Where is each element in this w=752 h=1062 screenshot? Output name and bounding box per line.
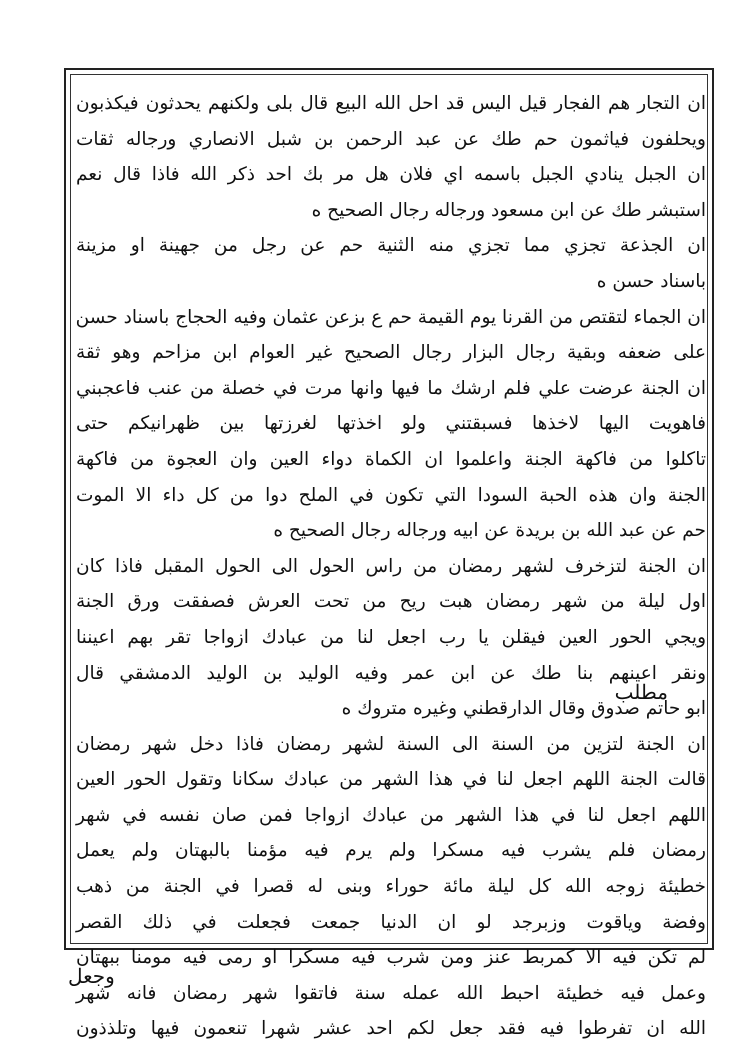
text-line: قالت الجنة اللهم اجعل لنا في هذا الشهر من عبادك سكانا وتقول الحور العين	[76, 769, 706, 791]
text-line: ابو حاتم صدوق وقال الدارقطني وغيره متروك ه	[341, 698, 706, 720]
text-line: اللهم اجعل لنا في هذا الشهر من عبادك ازواجا فمن صان نفسه في شهر	[76, 804, 706, 826]
text-line: الله ان تفرطوا فيه فقد جعل لكم احد عشر شهرا تنعمون فيها وتلذذون	[76, 1018, 706, 1040]
text-line: رمضان فلم يشرب فيه مسكرا ولم يرم فيه مؤمنا بالبهتان ولم يعمل	[76, 840, 706, 862]
text-line: وفضة وياقوت وزبرجد لو ان الدنيا جمعت فجعلت في ذلك القصر	[76, 911, 706, 933]
text-line: خطيئة زوجه الله كل ليلة مائة حوراء وبنى له قصرا في الجنة من ذهب	[76, 876, 706, 898]
text-line: وعمل فيه خطيئة احبط الله عمله سنة فاتقوا شهر رمضان فانه شهر	[76, 982, 706, 1004]
text-line: ان الجنة لتزخرف لشهر رمضان من راس الحول الى الحول المقبل فاذا كان	[76, 555, 706, 577]
margin-note: مطلب	[614, 680, 668, 704]
text-line: اول ليلة من شهر رمضان هبت ريح من تحت العرش فصفقت ورق الجنة	[76, 591, 706, 613]
text-line: الجنة وان هذه الحبة السودا التي تكون في الملح دوا من كل داء الا الموت	[76, 484, 706, 506]
text-line: ان الجنة عرضت علي فلم ارشك ما فيها وانها مرت في خصلة من عنب فاعجبني	[76, 377, 706, 399]
text-line: ويجي الحور العين فيقلن يا رب اجعل لنا من عبادك ازواجا تقر بهم اعيننا	[76, 626, 706, 648]
text-line: باسناد حسن ه	[596, 270, 706, 292]
text-line: ونقر اعينهم بنا طك عن ابن عمر وفيه الوليد بن الوليد الدمشقي قال	[76, 662, 706, 684]
text-line: على ضعفه وبقية رجال البزار رجال الصحيح غير العوام ابن مزاحم وهو ثقة	[76, 342, 706, 364]
text-line: ان الجبل ينادي الجبل باسمه اي فلان هل مر بك احد ذكر الله فاذا قال نعم	[76, 164, 706, 186]
text-line: حم عن عبد الله بن بريدة عن ابيه ورجاله رجال الصحيح ه	[273, 520, 706, 542]
text-line: ان الجنة لتزين من السنة الى السنة لشهر رمضان فاذا دخل شهر رمضان	[76, 733, 706, 755]
text-line: استبشر طك عن ابن مسعود ورجاله رجال الصحيح ه	[311, 199, 706, 221]
text-line: تاكلوا من فاكهة الجنة واعلموا ان الكماة دواء العين وان العجوة من فاكهة	[76, 448, 706, 470]
text-line: فاهويت اليها لاخذها فسبقتني ولو اخذتها لغرزتها بين ظهرانيكم حتى	[76, 413, 706, 435]
text-line: ويحلفون فياثمون حم طك عن عبد الرحمن بن شبل الانصاري ورجاله ثقات	[76, 128, 706, 150]
text-line: ان التجار هم الفجار قيل اليس قد احل الله البيع قال بلى ولكنهم يحدثون فيكذبون	[76, 93, 706, 114]
text-line: لم تكن فيه الا كمربط عنز ومن شرب فيه مسكرا او رمى فيه مومنا ببهتان	[76, 947, 706, 969]
catchword: وجعل	[68, 964, 115, 988]
text-line: ان الجماء لتقتص من القرنا يوم القيمة حم ع بزعن عثمان وفيه الحجاج باسناد حسن	[75, 306, 706, 328]
text-line: ان الجذعة تجزي مما تجزي منه الثنية حم عن رجل من جهينة او مزينة	[76, 235, 706, 257]
